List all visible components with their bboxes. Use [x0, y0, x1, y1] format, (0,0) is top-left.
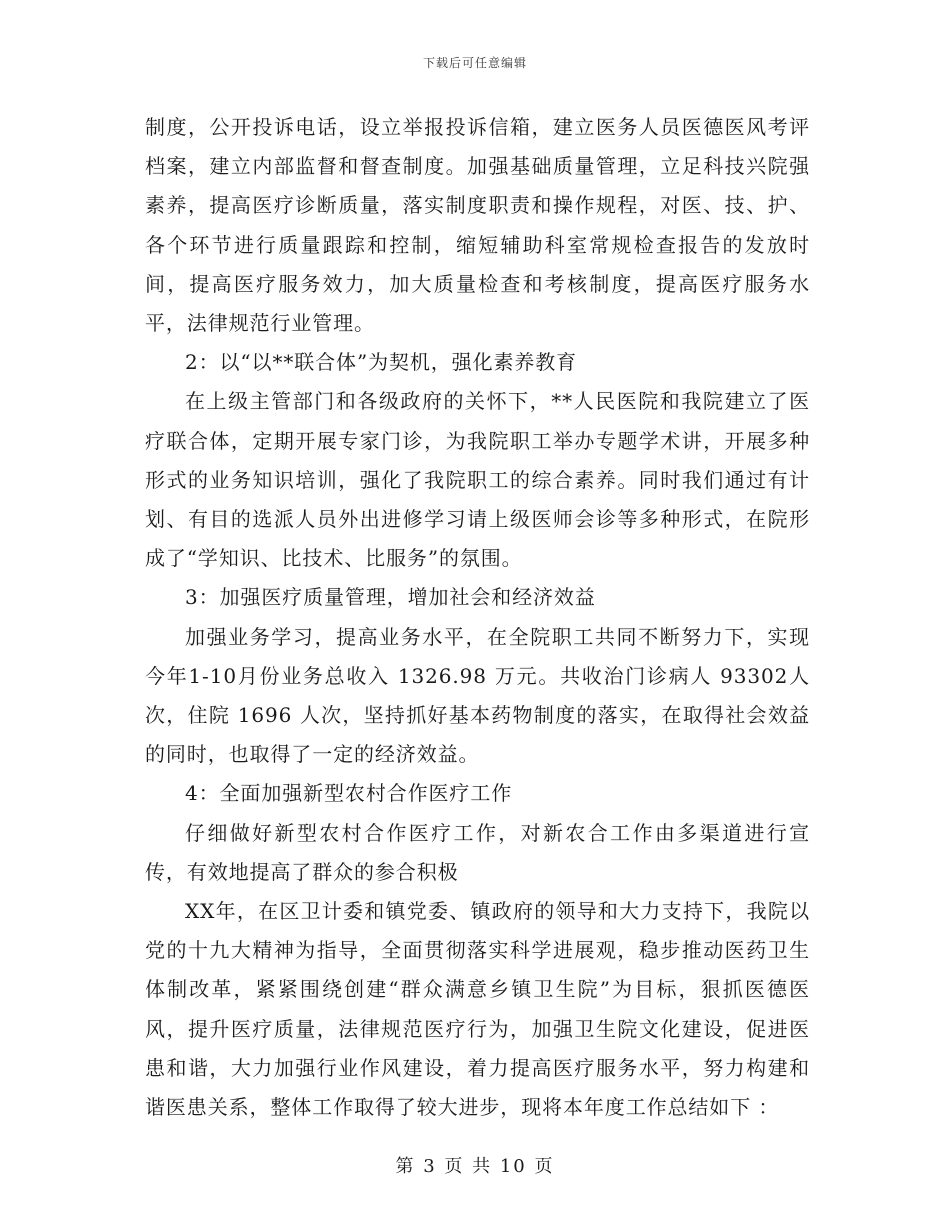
paragraph-annual-summary: XX年，在区卫计委和镇党委、镇政府的领导和大力支持下，我院以党的十九大精神为指导，全面贯彻落实科学进展观，稳步推动医药卫生体制改革，紧紧围绕创建“群众满意乡镇卫生院”为目标，狠抓医德医风，提升医疗质量，法律规范医疗行为，加强卫生院文化建设，促进医患和谐，大力加强行业作风建设，着力提高医疗服务水平，努力构建和谐医患关系，整体工作取得了较大进步，现将本年度工作总结如下 ：: [145, 899, 810, 1120]
section-heading-2: 2：以“以**联合体”为契机，强化素养教育: [185, 350, 578, 375]
paragraph-continued: 制度，公开投诉电话，设立举报投诉信箱，建立医务人员医德医风考评档案，建立内部监督和督查制度。加强基础质量管理，立足科技兴院强素养，提高医疗诊断质量，落实制度职责和操作规程，对医、技、护、各个环节进行质量跟踪和控制，缩短辅助科室常规检查报告的发放时间，提高医疗服务效力，加大质量检查和考核制度，提高医疗服务水平，法律规范行业管理。: [145, 115, 810, 336]
section-heading-3: 3：加强医疗质量管理，增加社会和经济效益: [185, 585, 596, 610]
paragraph-rural-cooperative: 仔细做好新型农村合作医疗工作，对新农合工作由多渠道进行宣传，有效地提高了群众的参合积极: [145, 820, 810, 884]
paragraph-quality-benefit: 加强业务学习，提高业务水平，在全院职工共同不断努力下，实现今年1-10月份业务总收入 1326.98 万元。共收治门诊病人 93302人次，住院 1696 人次，坚持抓好基本药物制度的落实，在取得社会效益的同时，也取得了一定的经济效益。: [145, 624, 810, 767]
header-note: 下载后可任意编辑: [422, 56, 527, 70]
section-heading-4: 4：全面加强新型农村合作医疗工作: [185, 781, 513, 806]
document-body: [145, 108, 810, 1127]
page-number: 第 3 页 共 10 页: [395, 1156, 555, 1177]
paragraph-medical-alliance: 在上级主管部门和各级政府的关怀下，**人民医院和我院建立了医疗联合体，定期开展专家门诊，为我院职工举办专题学术讲，开展多种形式的业务知识培训，强化了我院职工的综合素养。同时我们通过有计划、有目的选派人员外出进修学习请上级医师会诊等多种形式，在院形成了“学知识、比技术、比服务”的氛围。: [145, 389, 810, 571]
